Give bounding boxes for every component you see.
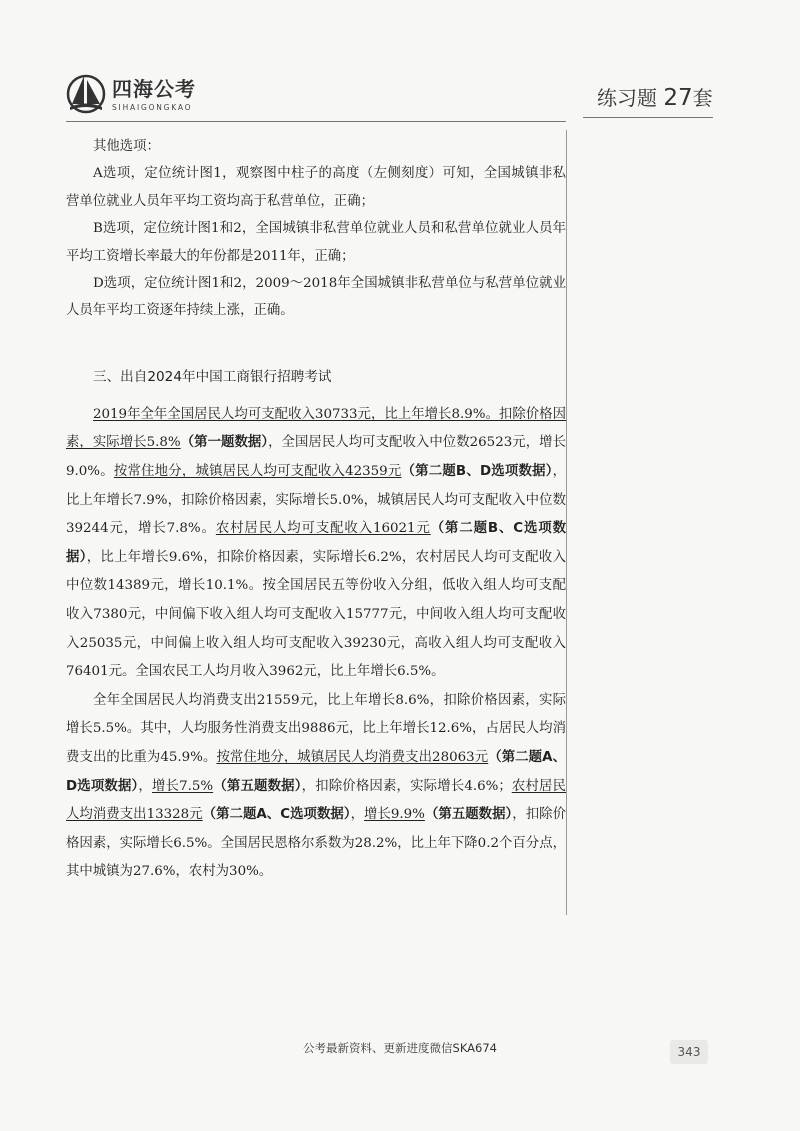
other-options-heading: 其他选项： xyxy=(93,139,160,154)
question-tag: （第二题A、C选项数据） xyxy=(202,807,351,823)
option-d-explanation: D选项，定位统计图1和2，2009～2018年全国城镇非私营单位与私营单位就业人员年平均工资逐年持续上涨，正确。 xyxy=(66,276,566,319)
header-divider-left xyxy=(66,121,566,122)
logo-english-name: SIHAIGONGKAO xyxy=(112,102,193,112)
rural-consumption-underlined: 农村居民人均消费支出13328元 xyxy=(66,778,566,823)
question-tag: （第一题数据） xyxy=(180,435,269,451)
question-tag: （第二题A、D选项数据） xyxy=(66,749,566,794)
set-number: 27 xyxy=(663,85,693,111)
rural-growth-underlined: 增长9.9% xyxy=(364,807,425,823)
publisher-logo xyxy=(66,70,196,114)
text-run: ， xyxy=(350,807,365,823)
exercise-set-label xyxy=(597,82,713,111)
option-a-explanation: A选项，定位统计图1，观察图中柱子的高度（左侧刻度）可知，全国城镇非私营单位就业人员年平均工资均高于私营单位，正确； xyxy=(66,166,566,209)
income-paragraph xyxy=(66,401,566,687)
footer-note: 公考最新资料、更新进度微信SKA674 xyxy=(303,1041,497,1055)
consumption-paragraph xyxy=(66,687,566,887)
section-title: 三、出自2024年中国工商银行招聘考试 xyxy=(93,368,332,385)
text-run: ，扣除价格因素，实际增长4.6%； xyxy=(301,778,512,794)
income-sentence-underlined: 2019年全年全国居民人均可支配收入30733元，比上年增长8.9%。扣除价格因素，实际增长5.8% xyxy=(66,406,566,451)
option-b-explanation: B选项，定位统计图1和2，全国城镇非私营单位就业人员和私营单位就业人员年平均工资增长率最大的年份都是2011年，正确； xyxy=(66,221,566,264)
text-run: ，扣除价格因素，实际增长6.5%。全国居民恩格尔系数为28.2%，比上年下降0.2个百分点，其中城镇为27.6%，农村为30%。 xyxy=(66,807,566,880)
sailboat-logo-icon xyxy=(66,70,106,114)
margin-vertical-line xyxy=(566,130,567,915)
urban-income-underlined: 按常住地分，城镇居民人均可支配收入42359元 xyxy=(113,464,402,480)
text-run: ， xyxy=(138,778,152,794)
question-tag: （第二题B、D选项数据） xyxy=(401,464,553,480)
text-run: ，比上年增长7.9%，扣除价格因素，实际增长5.0%，城镇居民人均可支配收入中位数39244元，增长7.8%。 xyxy=(66,464,566,537)
main-content xyxy=(66,133,566,887)
urban-consumption-underlined: 按常住地分，城镇居民人均消费支出28063元 xyxy=(216,749,489,765)
text-run: ，比上年增长9.6%，扣除价格因素，实际增长6.2%，农村居民人均可支配收入中位数14389元，增长10.1%。按全国居民五等份收入分组，低收入组人均可支配收入7380元，中间偏下收入组人均可支配收入15777元，中间收入组人均可支配收入25035元，中间偏上收入组人均可支配收入39230元，高收入组人均可支配收入76401元。全国农民工人均月收入3962元，比上年增长6.5%。 xyxy=(66,549,566,680)
set-suffix: 套 xyxy=(692,86,713,110)
header-divider-right xyxy=(583,117,713,118)
text-run: ，全国居民人均可支配收入中位数26523元，增长9.0%。 xyxy=(66,435,566,480)
urban-growth-underlined: 增长7.5% xyxy=(151,778,214,794)
logo-chinese-name: 四海公考 xyxy=(112,76,196,101)
question-tag: （第二题B、C选项数据） xyxy=(66,521,566,565)
question-tag: （第五题数据） xyxy=(213,778,302,794)
question-tag: （第五题数据） xyxy=(424,807,513,823)
source-material xyxy=(66,401,566,887)
page-number: 343 xyxy=(670,1040,708,1064)
text-run: 全年全国居民人均消费支出21559元，比上年增长8.6%，扣除价格因素，实际增长5.5%。其中，人均服务性消费支出9886元，比上年增长12.6%，占居民人均消费支出的比重为45.9%。 xyxy=(66,692,566,765)
rural-income-underlined: 农村居民人均可支配收入16021元 xyxy=(215,521,431,537)
set-prefix: 练习题 xyxy=(597,86,657,110)
